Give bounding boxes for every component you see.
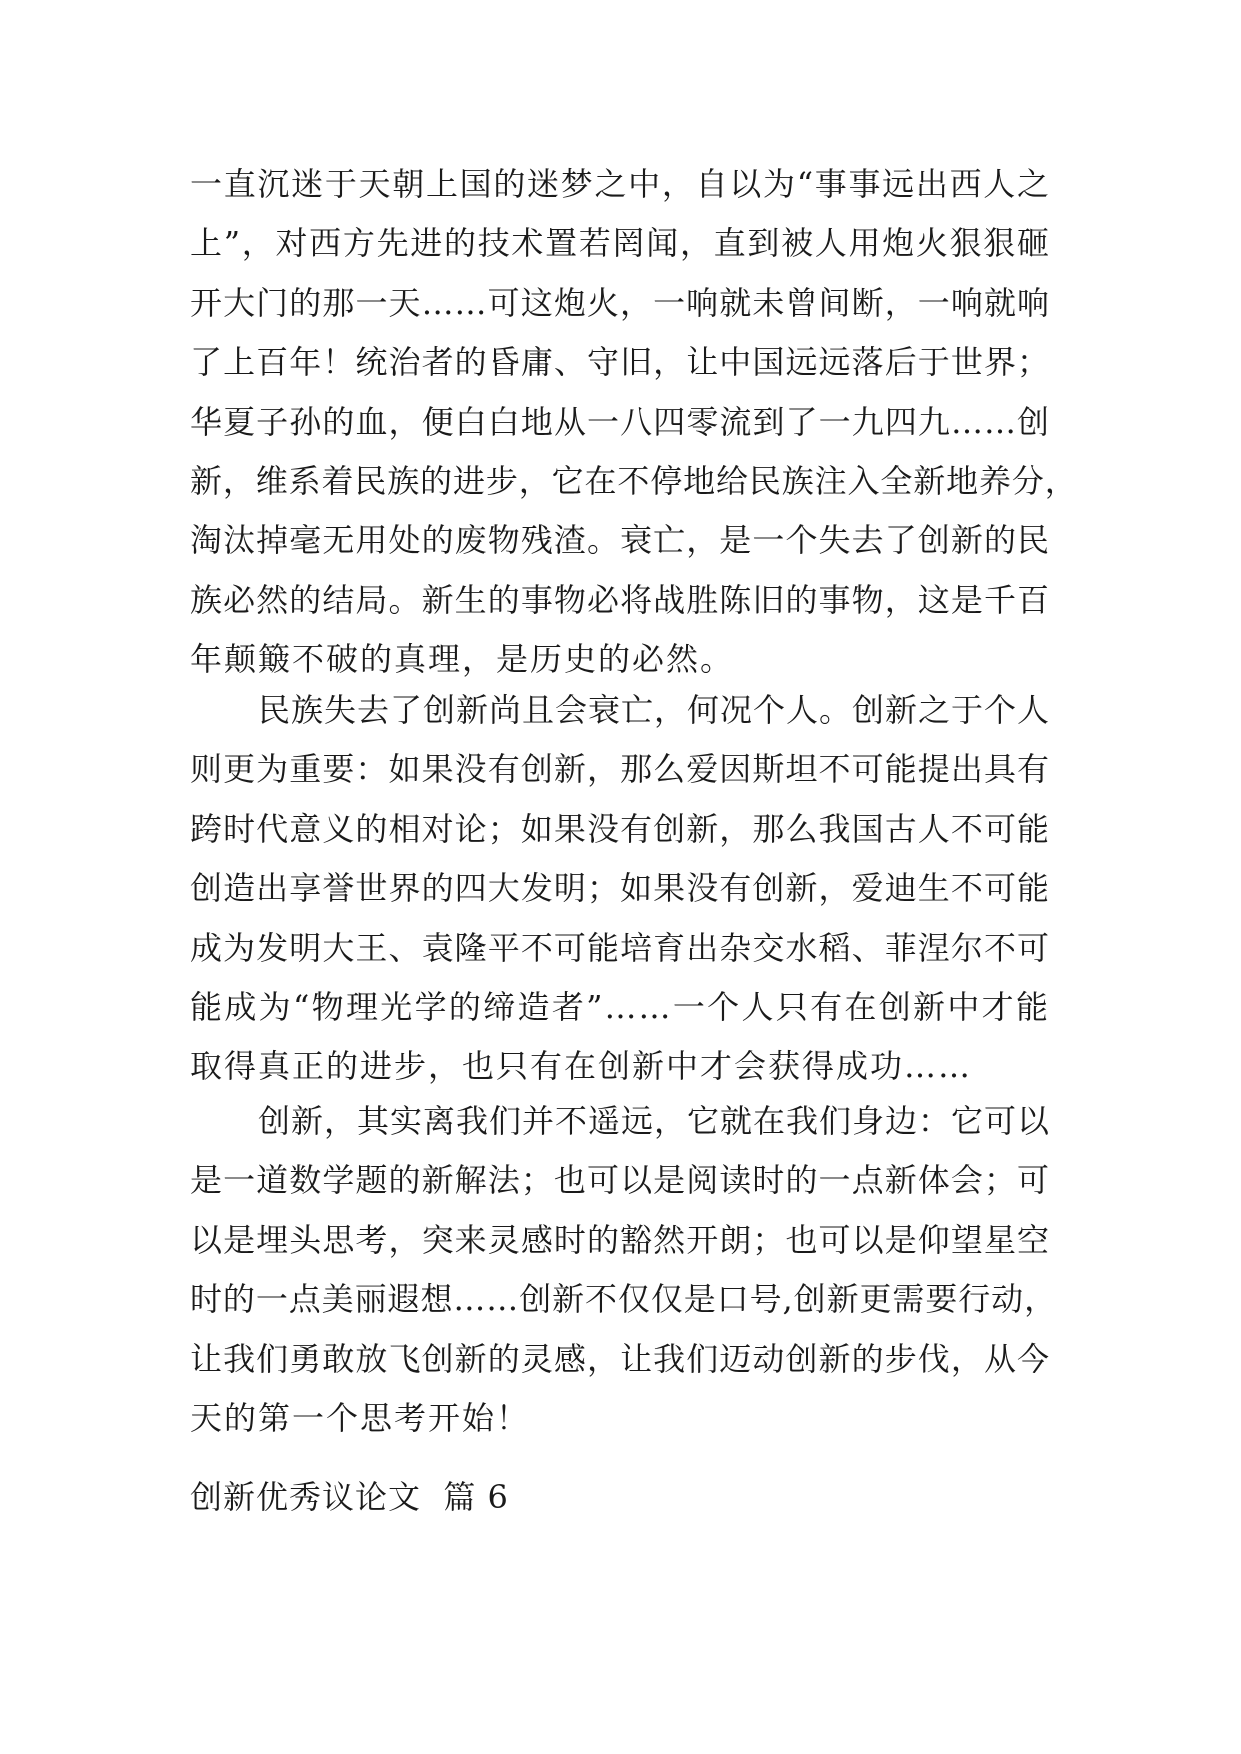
paragraph-line: 成为发明大王、袁隆平不可能培育出杂交水稻、菲涅尔不可 xyxy=(190,928,1050,967)
paragraph-line: 创造出享誉世界的四大发明；如果没有创新，爱迪生不可能 xyxy=(190,869,1050,908)
paragraph-line: 跨时代意义的相对论；如果没有创新，那么我国古人不可能 xyxy=(190,809,1050,848)
paragraph-line: 族必然的结局。新生的事物必将战胜陈旧的事物，这是千百 xyxy=(190,580,1050,619)
paragraph-3 xyxy=(190,1092,1058,1448)
paragraph-line: 是一道数学题的新解法；也可以是阅读时的一点新体会；可 xyxy=(190,1161,1050,1200)
paragraph-line: 一直沉迷于天朝上国的迷梦之中，自以为“事事远出西人之 xyxy=(190,165,1050,203)
paragraph-line: 能成为“物理光学的缔造者”……一个人只有在创新中才能 xyxy=(190,987,1050,1026)
paragraph-1 xyxy=(190,155,1078,690)
paragraph-line: 天的第一个思考开始！ xyxy=(190,1398,531,1437)
paragraph-line: 民族失去了创新尚且会衰亡，何况个人。创新之于个人 xyxy=(258,691,1050,729)
paragraph-line: 让我们勇敢放飞创新的灵感，让我们迈动创新的步伐，从今 xyxy=(190,1339,1050,1378)
paragraph-line: 新，维系着民族的进步，它在不停地给民族注入全新地养分， xyxy=(190,461,1078,500)
paragraph-line: 上”，对西方先进的技术置若罔闻，直到被人用炮火狠狠砸 xyxy=(190,224,1050,263)
paragraph-line: 年颠簸不破的真理，是历史的必然。 xyxy=(190,640,735,679)
paragraph-line: 则更为重要：如果没有创新，那么爱因斯坦不可能提出具有 xyxy=(190,750,1050,789)
paragraph-line: 了上百年！统治者的昏庸、守旧，让中国远远落后于世界； xyxy=(190,343,1050,382)
section-heading: 创新优秀议论文 篇 6 xyxy=(190,1478,509,1516)
paragraph-line: 取得真正的进步，也只有在创新中才会获得成功…… xyxy=(190,1047,973,1086)
paragraph-line: 创新，其实离我们并不遥远，它就在我们身边：它可以 xyxy=(258,1102,1050,1140)
paragraph-line: 以是埋头思考，突来灵感时的豁然开朗；也可以是仰望星空 xyxy=(190,1220,1050,1259)
paragraph-2 xyxy=(190,681,1050,1097)
paragraph-line: 淘汰掉毫无用处的废物残渣。衰亡，是一个失去了创新的民 xyxy=(190,521,1050,560)
paragraph-line: 华夏子孙的血，便白白地从一八四零流到了一九四九……创 xyxy=(190,402,1050,441)
paragraph-line: 开大门的那一天……可这炮火，一响就未曾间断，一响就响 xyxy=(190,283,1050,322)
paragraph-line: 时的一点美丽遐想……创新不仅仅是口号,创新更需要行动， xyxy=(190,1280,1058,1319)
